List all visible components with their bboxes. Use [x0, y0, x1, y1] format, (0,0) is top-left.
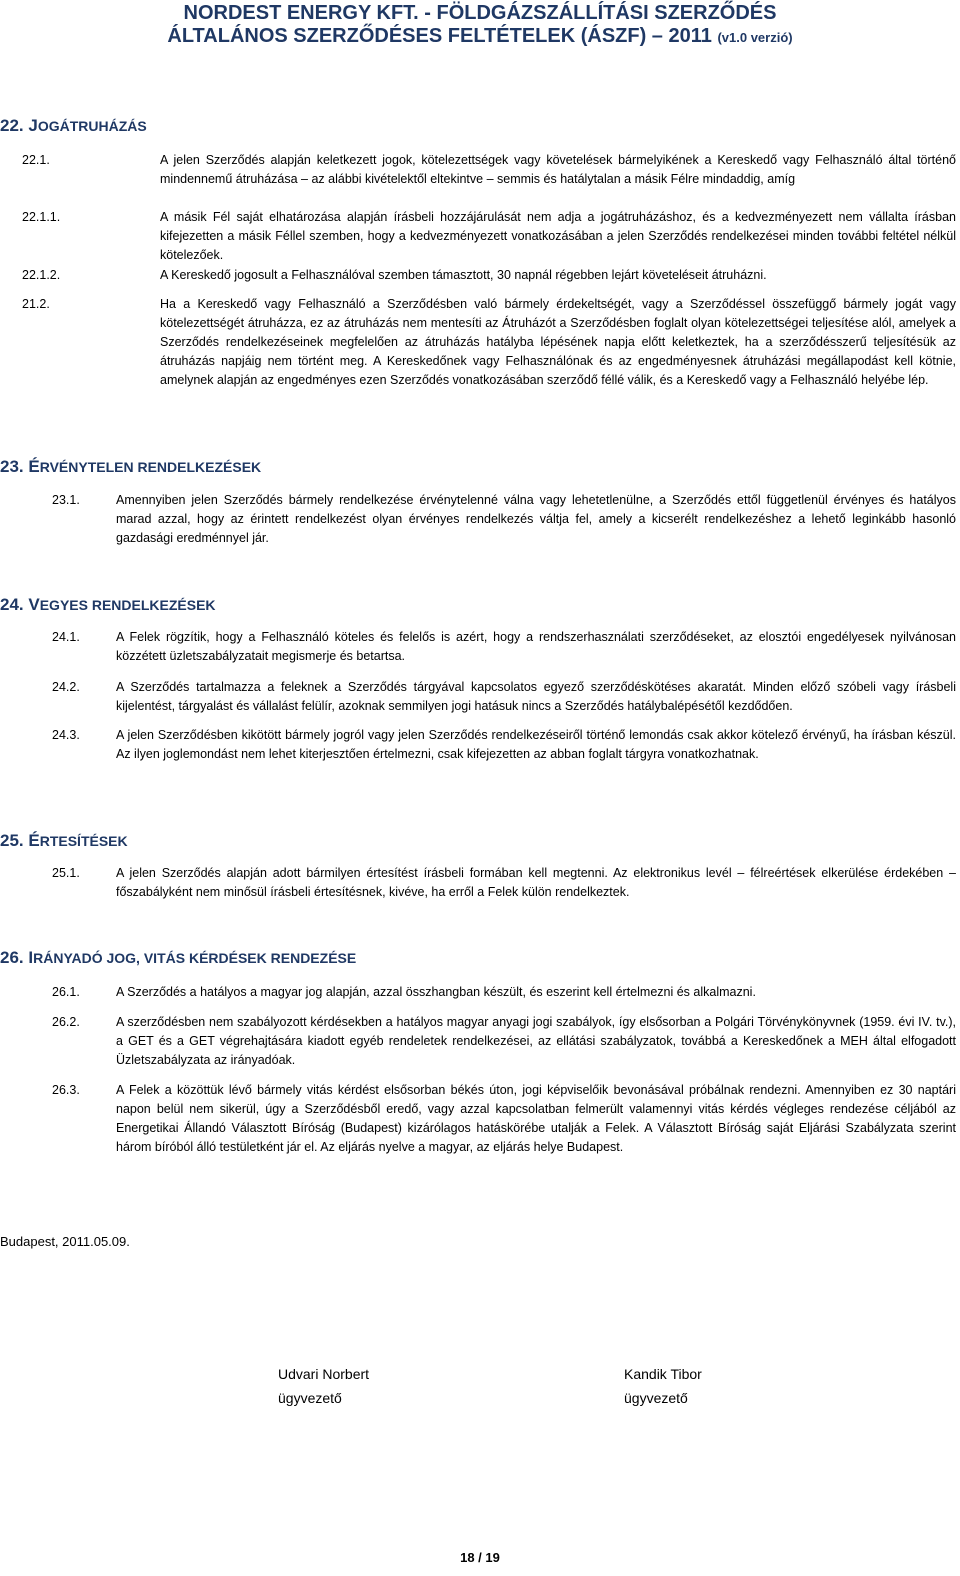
header-line-2 — [0, 25, 960, 48]
section-initial: J — [28, 116, 38, 135]
clause-text: A jelen Szerződésben kikötött bármely jogról vagy jelen Szerződés rendelkezéseiről történő lemondás csak akkor kötelező érvényű, ha írásban készül. Az ilyen joglemondást nem lehet kiterjesztően értelmezni, csak kifejezetten az abban foglalt tárgyra vonatkozhatnak. — [116, 728, 956, 761]
clause-number: 26.1. — [52, 985, 80, 999]
clause-number: 26.3. — [52, 1083, 80, 1097]
clause-number: 23.1. — [52, 493, 80, 507]
header-line-1: NORDEST ENERGY KFT. - FÖLDGÁZSZÁLLÍTÁSI SZERZŐDÉS — [183, 2, 777, 24]
signature-block-1 — [278, 1362, 369, 1410]
section-24-heading — [0, 595, 216, 615]
section-title-rest: EGYES RENDELKEZÉSEK — [39, 597, 216, 613]
signature-block-2 — [624, 1362, 702, 1410]
signer-name: Udvari Norbert — [278, 1366, 370, 1382]
section-number: 26. — [0, 948, 24, 967]
section-22-heading — [0, 116, 147, 136]
section-number: 25. — [0, 831, 24, 850]
clause-text: Amennyiben jelen Szerződés bármely rendelkezése érvénytelenné válna vagy lehetetlenülne, a Szerződés ettől függetlenül érvényes és hatályos marad azzal, hogy az érintett rendelkezést olyan érvényes rendelkezés váltja fel, amely a kicserélt rendelkezéshez a lehető leginkább hasonló gazdasági eredménnyel jár. — [116, 493, 956, 545]
clause-number: 21.2. — [22, 297, 50, 311]
clause-number: 26.2. — [52, 1015, 80, 1029]
section-title-rest: RÁNYADÓ JOG, VITÁS KÉRDÉSEK RENDEZÉSE — [33, 950, 357, 966]
clause-number: 22.1.1. — [22, 210, 61, 224]
signer-name: Kandik Tibor — [624, 1366, 702, 1382]
clause-text: A Kereskedő jogosult a Felhasználóval szemben támasztott, 30 napnál régebben lejárt követeléseit átruházni. — [160, 268, 767, 282]
page-number: 18 / 19 — [460, 1550, 500, 1565]
section-number: 22. — [0, 116, 24, 135]
section-initial: É — [28, 457, 40, 476]
section-initial: É — [28, 831, 40, 850]
place-and-date: Budapest, 2011.05.09. — [0, 1234, 130, 1249]
section-number: 23. — [0, 457, 24, 476]
section-title-rest: RVÉNYTELEN RENDELKEZÉSEK — [39, 459, 262, 475]
clause-number: 22.1. — [22, 153, 50, 167]
clause-text: A másik Fél saját elhatározása alapján írásbeli hozzájárulását nem adja a jogátruházáshoz, és a kedvezményezett nem vállalta írásban kifejezetten a másik Féllel szemben, hogy a kedvezményezett vonatkozásában a jelen Szerződés rendelkezései minden további feltétel nélkül kötelezőek. — [160, 210, 956, 262]
clause-number: 25.1. — [52, 866, 80, 880]
clause-number: 24.1. — [52, 630, 80, 644]
clause-text: A Szerződés a hatályos a magyar jog alapján, azzal összhangban készült, és eszerint kell értelmezni és alkalmazni. — [116, 985, 756, 999]
clause-text: A jelen Szerződés alapján keletkezett jogok, kötelezettségek vagy követelések bármelyikének a Kereskedő vagy Felhasználó által történő mindennemű átruházása – az alábbi kivételektől eltekintve – semmis és hatálytalan a másik Félre mindaddig, amíg — [160, 153, 956, 186]
clause-text: A Felek a közöttük lévő bármely vitás kérdést elsősorban békés úton, jogi képviselőik bevonásával próbálnak rendezni. Amennyiben ez 30 naptári napon belül nem sikerül, úgy a Szerződésből eredő, vagy azzal kapcsolatban felmerült valamennyi vitás kérdés végleges rendezése céljából az Energetikai Állandó Választott Bíróság (Budapest) kizárólagos hatáskörébe utalják a Felek. A Választott Bíróság saját Eljárási Szabályzata szerint három bíróból álló testületként jár el. Az eljárás nyelve a magyar, az eljárás helye Budapest. — [116, 1083, 956, 1154]
clause-text: A jelen Szerződés alapján adott bármilyen értesítést írásbeli formában kell megtenni. Az elektronikus levél – félreértések elkerülése érdekében – főszabályként nem minősül írásbeli értesítésnek, kivéve, ha erről a Felek külön rendelkeztek. — [116, 866, 956, 899]
section-26-heading — [0, 948, 356, 968]
signer-title: ügyvezető — [278, 1390, 342, 1406]
section-initial: V — [28, 595, 40, 614]
section-title-rest: OGÁTRUHÁZÁS — [37, 118, 147, 134]
signer-title: ügyvezető — [624, 1390, 688, 1406]
clause-text: A szerződésben nem szabályozott kérdésekben a hatályos magyar anyagi jogi szabályok, így elsősorban a Polgári Törvénykönyvnek (1959. évi IV. tv.), a GET és a GET végrehajtására kiadott egyéb rendeletek rendelkezései, az ellátási szabályzatok, továbbá a Kereskedőnek a MEH által elfogadott Üzletszabályzata az irányadóak. — [116, 1015, 956, 1067]
section-initial: I — [28, 948, 34, 967]
section-number: 24. — [0, 595, 24, 614]
section-23-heading — [0, 457, 261, 477]
clause-text: A Szerződés tartalmazza a feleknek a Szerződés tárgyával kapcsolatos egyező szerződéskötéses akaratát. Minden előző szóbeli vagy írásbeli kijelentést, tárgyalást és vállalást felülír, azoknak semmilyen jogi hatásuk nincs a Szerződés hatálybalépésétől kezdődően. — [116, 680, 956, 713]
clause-text: A Felek rögzítik, hogy a Felhasználó köteles és felelős is azért, hogy a rendszerhasználati szerződéseket, az elosztói engedélyesek nyilvánosan közzétett üzletszabályzatait megismerje és betartsa. — [116, 630, 956, 663]
document-header — [0, 2, 960, 48]
header-line-2-text: ÁLTALÁNOS SZERZŐDÉSES FELTÉTELEK (ÁSZF) – 2011 — [167, 25, 712, 47]
clause-number: 24.3. — [52, 728, 80, 742]
header-version: (v1.0 verzió) — [717, 30, 793, 45]
clause-number: 22.1.2. — [22, 268, 61, 282]
clause-number: 24.2. — [52, 680, 80, 694]
clause-text: Ha a Kereskedő vagy Felhasználó a Szerződésben való bármely érdekeltségét, vagy a Szerződéssel összefüggő bármely jogát vagy kötelezettségét átruházza, ez az átruházás nem mentesíti az Átruházót a Szerződésben foglalt olyan kötelezettségei teljesítése alól, amelyek a Szerződés rendelkezéseinek megfelelően az átruházás hatályba lépésének napja előtt keletkeztek, ha a szerződésszerű teljesítésük az átruházás napjáig nem történt meg. A Kereskedőnek vagy Felhasználónak és az engedményesnek átruházási megállapodást kell kötnie, amelynek alapján az engedményes ezen Szerződés vonatkozásában szerződő féllé válik, és a Kereskedő vagy a Felhasználó helyébe lép. — [160, 297, 956, 387]
section-25-heading — [0, 831, 128, 851]
section-title-rest: RTESÍTÉSEK — [39, 833, 128, 849]
